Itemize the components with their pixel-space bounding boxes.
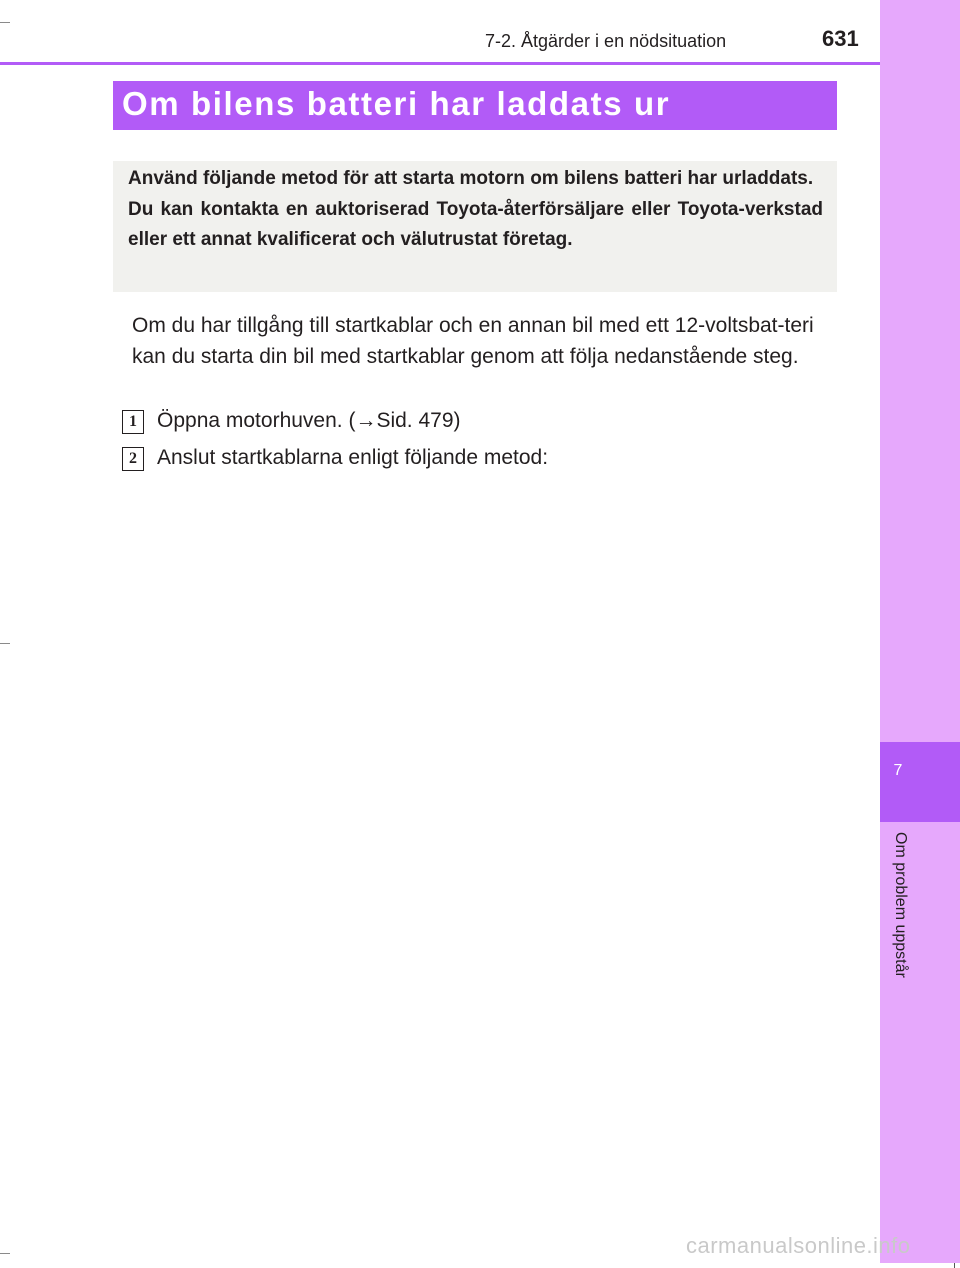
body-paragraph: Om du har tillgång till startkablar och en annan bil med ett 12-voltsbat-teri kan du starta din bil med startkablar genom att följa nedanstående steg. [132,314,814,368]
step-number-badge: 1 [122,410,144,434]
section-heading: 7-2. Åtgärder i en nödsituation [485,31,727,51]
step-number-badge: 2 [122,447,144,471]
step-text: Öppna motorhuven. (→Sid. 479) [157,409,461,432]
title-bar [113,81,837,130]
page-title: Om bilens batteri har laddats ur [122,85,671,122]
chapter-number: 7 [893,762,903,779]
header-rule [0,62,880,65]
info-line-1: Använd följande metod för att starta motorn om bilens batteri har urladdats. [128,168,814,189]
info-box-text [128,164,823,256]
info-box [113,161,837,292]
chapter-title: Om problem uppstår [892,832,909,978]
crop-mark-left-mid [0,643,10,644]
step-text: Anslut startkablarna enligt följande metod: [157,446,549,469]
watermark: carmanualsonline.info [686,1233,911,1258]
page-number: 631 [822,26,859,51]
crop-mark-bottom-left [0,1253,10,1254]
crop-mark-top-left [0,22,10,23]
chapter-marker [880,742,960,822]
side-chapter-tab [880,0,960,1263]
info-line-2: Du kan kontakta en auktoriserad Toyota-återförsäljare eller Toyota-verkstad eller ett annat kvalificerat och välutrustat företag. [128,198,823,250]
